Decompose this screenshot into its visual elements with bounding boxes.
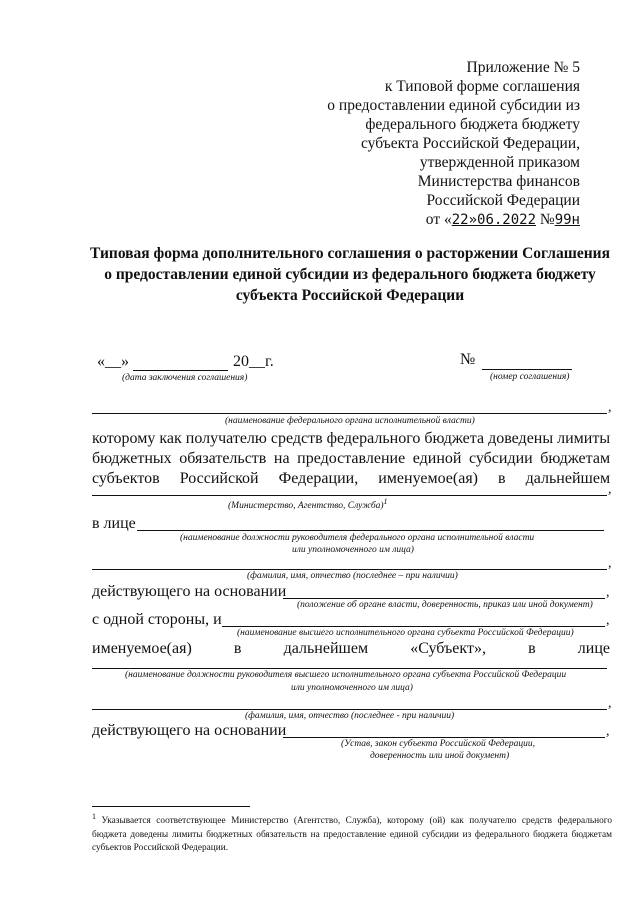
regional-body-field[interactable]: [222, 626, 605, 627]
regional-head-caption: или уполномоченного им лица): [291, 683, 413, 693]
comma: ,: [606, 613, 610, 628]
fio-caption: (фамилия, имя, отчество (последнее – при наличии): [247, 571, 458, 581]
date-year: 20__г.: [233, 353, 274, 370]
fio-field[interactable]: [92, 709, 607, 710]
appendix-line: о предоставлении единой субсидии из: [327, 97, 580, 114]
date-rest: »06.2022: [468, 212, 537, 228]
one-side-label: с одной стороны, и: [92, 611, 222, 628]
paragraph-line: которому как получателю средств федерального бюджета доведены лимиты: [92, 430, 611, 447]
footnote-separator: [92, 806, 250, 807]
appendix-line: субъекта Российской Федерации,: [361, 135, 580, 152]
regional-body-caption: (наименование высшего исполнительного органа субъекта Российской Федерации): [237, 628, 574, 638]
comma: ,: [606, 585, 610, 600]
federal-body-caption: (наименование федерального органа исполнительной власти): [225, 416, 475, 426]
date-day: 22: [451, 212, 469, 228]
charter-caption: (Устав, закон субъекта Российской Федерации,: [341, 739, 535, 749]
basis-field[interactable]: [283, 598, 605, 599]
paragraph-line: бюджетных обязательств на предоставление единой субсидии бюджетам: [92, 450, 611, 467]
ministry-field[interactable]: [92, 495, 607, 496]
appendix-line: утвержденной приказом: [419, 154, 580, 171]
date-prefix: от «: [425, 211, 452, 228]
date-caption: (дата заключения соглашения): [122, 373, 248, 383]
title-line: субъекта Российской Федерации: [235, 287, 465, 304]
comma: ,: [608, 482, 612, 497]
appendix-line: Министерства финансов: [417, 173, 580, 190]
appendix-line: Приложение № 5: [466, 59, 580, 76]
charter-caption: доверенность или иной документ): [370, 751, 510, 761]
order-number: 99н: [554, 212, 580, 228]
footnote-mark: 1: [383, 497, 388, 506]
head-position-field[interactable]: [137, 530, 604, 531]
in-person-label: в лице: [92, 515, 136, 532]
fio-field[interactable]: [92, 569, 607, 570]
head-position-caption: (наименование должности руководителя федерального органа исполнительной власти: [180, 533, 535, 543]
title-line: о предоставлении единой субсидии из федерального бюджета бюджету: [104, 266, 596, 283]
paragraph-line: именуемое(ая) в дальнейшем «Субъект», в лице: [92, 640, 610, 657]
footnote-text: Указывается соответствующее Министерство (Агентство, Служба), которому (ой) как получателю средств федерального бюджета доведены лимиты бюджетных обязательств на предоставление единой субсидии из федерального бюджета бюджетам субъектов Российской Федерации.: [92, 816, 612, 854]
appendix-line: к Типовой форме соглашения: [384, 78, 580, 95]
fio-caption: (фамилия, имя, отчество (последнее - при наличии): [245, 711, 455, 721]
head-position-caption: или уполномоченного им лица): [292, 545, 414, 555]
acting-basis-label: действующего на основании: [92, 722, 287, 739]
federal-body-field[interactable]: [92, 413, 607, 414]
document-title: [70, 243, 630, 306]
appendix-block: [327, 58, 580, 230]
date-month-line[interactable]: [133, 370, 228, 371]
comma: ,: [606, 724, 610, 739]
number-prefix: №: [539, 211, 555, 228]
acting-basis-label: действующего на основании: [92, 583, 287, 600]
appendix-line: Российской Федерации: [426, 192, 580, 209]
ministry-caption: (Министерство, Агентство, Служба)$^1$: [228, 497, 388, 512]
agreement-number-line[interactable]: [482, 369, 572, 370]
charter-field[interactable]: [283, 737, 605, 738]
title-line: Типовая форма дополнительного соглашения о расторжении Соглашения: [90, 245, 610, 262]
regional-head-field[interactable]: [92, 668, 607, 669]
number-caption: (номер соглашения): [490, 372, 570, 382]
regional-head-caption: (наименование должности руководителя высшего исполнительного органа субъекта Российской Федерации: [125, 670, 567, 680]
number-sign: №: [460, 351, 476, 368]
comma: ,: [608, 696, 612, 711]
approval-date-line: [327, 210, 580, 230]
comma: ,: [608, 400, 612, 415]
date-quotes: «__»: [97, 353, 129, 370]
appendix-line: федерального бюджета бюджету: [365, 116, 580, 133]
footnote-mark: 1: [92, 812, 96, 821]
footnote: [92, 810, 612, 856]
basis-caption: (положение об органе власти, доверенность, приказ или иной документ): [297, 600, 593, 610]
paragraph-line: субъектов Российской Федерации, именуемое(ая) в дальнейшем: [92, 470, 611, 487]
comma: ,: [608, 556, 612, 571]
